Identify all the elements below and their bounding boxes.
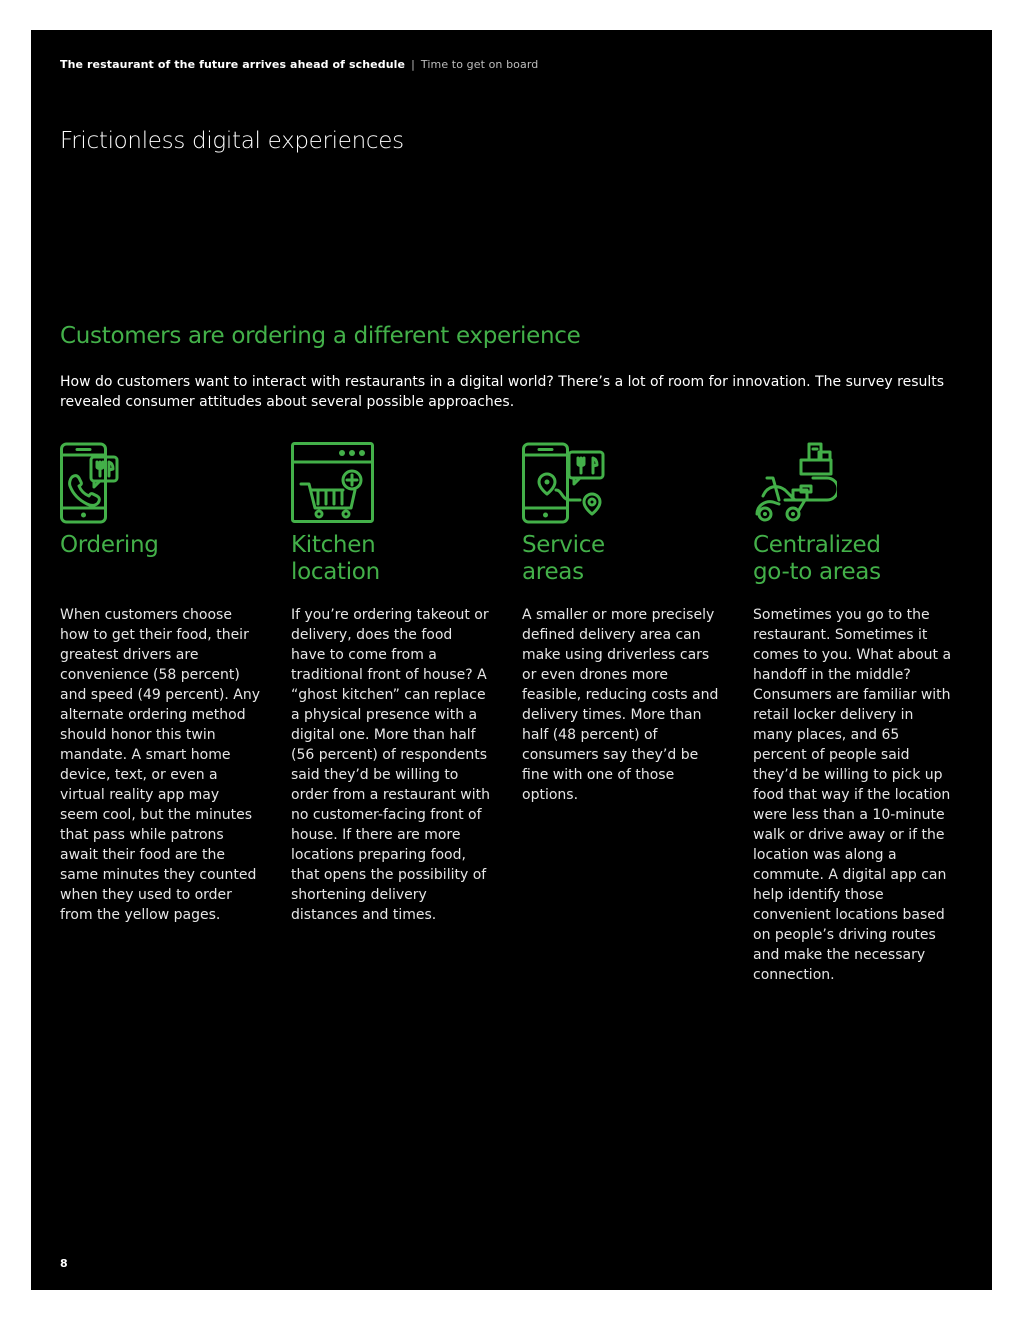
column-title: Service areas bbox=[522, 532, 605, 585]
page-number: 8 bbox=[60, 1257, 68, 1270]
phone-location-icon bbox=[522, 442, 606, 526]
header-separator: | bbox=[411, 58, 415, 71]
section-title: Time to get on board bbox=[420, 58, 539, 71]
column-title: Kitchen location bbox=[291, 532, 380, 585]
column-service-areas bbox=[522, 442, 722, 805]
column-title: Ordering bbox=[60, 532, 159, 558]
scooter-delivery-icon bbox=[753, 442, 837, 526]
sub-heading: Customers are ordering a different experience bbox=[60, 323, 581, 349]
column-body: A smaller or more precisely defined delivery area can make using driverless cars or even drones more feasible, reducing costs and delivery times. More than half (48 percent) of consumers say they’d be fine with one of those options. bbox=[522, 607, 719, 803]
column-kitchen-location bbox=[291, 442, 491, 925]
running-header bbox=[60, 58, 538, 71]
column-body: Sometimes you go to the restaurant. Sometimes it comes to you. What about a handoff in the middle? Consumers are familiar with retail locker delivery in many places, and 65 percent of people said they’d be willing to pick up food that way if the location were less than a 10-minute walk or drive away or if the location was along a commute. A digital app can help identify those convenient locations based on people’s driving routes and make the necessary connection. bbox=[753, 607, 952, 983]
document-title: The restaurant of the future arrives ahead of schedule bbox=[60, 58, 406, 71]
page-heading: Frictionless digital experiences bbox=[60, 128, 404, 154]
page bbox=[31, 30, 992, 1290]
column-title: Centralized go-to areas bbox=[753, 532, 881, 585]
column-centralized-go-to-areas bbox=[753, 442, 953, 985]
column-body: If you’re ordering takeout or delivery, does the food have to come from a traditional front of house? A “ghost kitchen” can replace a physical presence with a digital one. More than half (56 percent) of respondents said they’d be willing to order from a restaurant with no customer-facing front of house. If there are more locations preparing food, that opens the possibility of shortening delivery distances and times. bbox=[291, 607, 490, 923]
column-ordering bbox=[60, 442, 260, 925]
phone-order-icon bbox=[60, 442, 144, 526]
column-body: When customers choose how to get their food, their greatest drivers are convenience (58 percent) and speed (49 percent). Any alternate ordering method should honor this twin mandate. A smart home device, text, or even a virtual reality app may seem cool, but the minutes that pass while patrons await their food are the same minutes they counted when they used to order from the yellow pages. bbox=[60, 607, 260, 923]
online-cart-icon bbox=[291, 442, 375, 526]
intro-paragraph: How do customers want to interact with restaurants in a digital world? There’s a lot of room for innovation. The survey results revealed consumer attitudes about several possible approaches. bbox=[60, 374, 945, 410]
